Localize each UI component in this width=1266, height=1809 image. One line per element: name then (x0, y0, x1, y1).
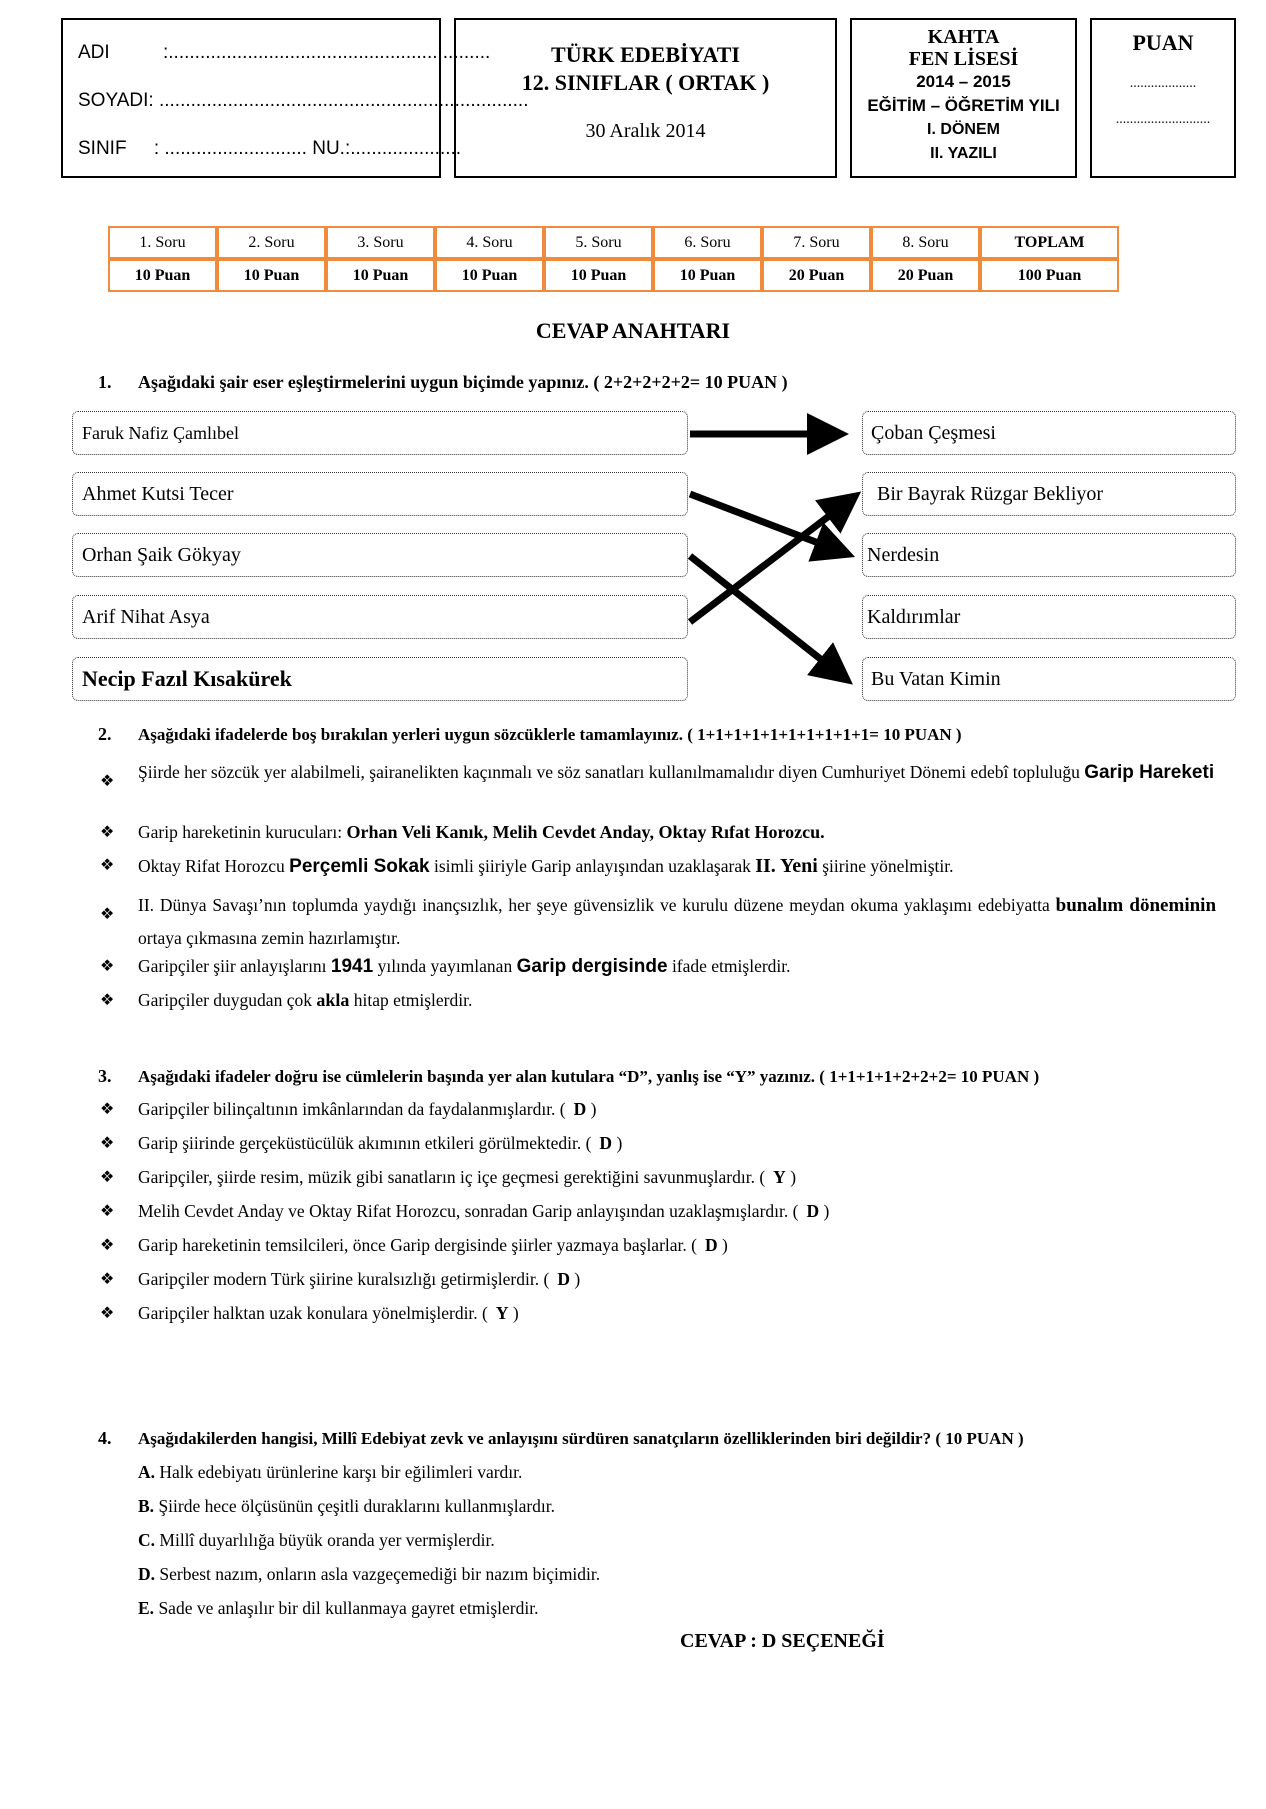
item-text: ) (612, 1133, 623, 1153)
item-text: Garipçiler modern Türk şiirine kuralsızlığı getirmişlerdir. ( (138, 1269, 550, 1289)
true-false-item (100, 1303, 1216, 1324)
true-false-item (100, 1201, 1216, 1222)
exam-date: 30 Aralık 2014 (585, 120, 706, 142)
fill-blank-item (100, 889, 1216, 955)
tf-answer: D (599, 1133, 613, 1153)
school-name-line2: FEN LİSESİ (908, 48, 1019, 70)
item-text: Garipçiler bilinçaltının imkânlarından da faydalanmışlardır. ( (138, 1099, 566, 1119)
work-box[interactable]: Bir Bayrak Rüzgar Bekliyor (862, 472, 1236, 516)
grade-title: 12. SINIFLAR ( ORTAK ) (521, 70, 770, 95)
option-b[interactable] (138, 1496, 555, 1517)
option-text: Halk edebiyatı ürünlerine karşı bir eğilimleri vardır. (155, 1462, 523, 1482)
blank-answer: Perçemli Sokak (289, 856, 430, 877)
true-false-item (100, 1269, 1216, 1290)
item-text: Garip hareketinin temsilcileri, önce Garip dergisinde şiirler yazmaya başlarlar. ( (138, 1235, 697, 1255)
bullet-icon: ❖ (100, 1133, 115, 1152)
table-cell-p6: 10 Puan (653, 259, 762, 292)
table-cell-total: TOPLAM (980, 226, 1119, 259)
true-false-item (100, 1167, 1216, 1188)
table-cell-p3: 10 Puan (326, 259, 435, 292)
bullet-icon: ❖ (100, 904, 115, 923)
question-text: Aşağıdaki ifadelerde boş bırakılan yerleri uygun sözcüklerle tamamlayınız. ( 1+1+1+1+1+1+1+1+1+1= 10 PUAN ) (138, 725, 962, 744)
question-text: Aşağıdaki şair eser eşleştirmelerini uygun biçimde yapınız. ( 2+2+2+2+2= 10 PUAN ) (138, 372, 788, 392)
poet-box[interactable]: Necip Fazıl Kısakürek (72, 657, 688, 701)
poet-box[interactable]: Arif Nihat Asya (72, 595, 688, 639)
number-label: NU.: (312, 138, 351, 159)
item-text: Şiirde her sözcük yer alabilmeli, şairanelikten kaçınmalı ve söz sanatları kullanılmamalıdır diyen Cumhuriyet Dönemi edebî topluluğu (138, 762, 1080, 782)
table-cell-p4: 10 Puan (435, 259, 544, 292)
question-number: 1. (98, 372, 112, 392)
school-years: 2014 – 2015 (916, 72, 1011, 91)
name-blank: :............................................................. (163, 42, 491, 63)
option-letter: E. (138, 1598, 155, 1618)
blank-answer: Garip Hareketi (1084, 762, 1215, 783)
option-letter: B. (138, 1496, 155, 1516)
option-text: Serbest nazım, onların asla vazgeçemediği bir nazım biçimidir. (155, 1564, 601, 1584)
tf-answer: Y (773, 1167, 786, 1187)
option-text: Şiirde hece ölçüsünün çeşitli duraklarını kullanmışlardır. (154, 1496, 556, 1516)
question-number: 4. (98, 1428, 112, 1448)
item-text: Garipçiler, şiirde resim, müzik gibi sanatların iç içe geçmesi gerektiğini savunmuşlardır. ( (138, 1167, 766, 1187)
tf-answer: D (806, 1201, 820, 1221)
item-text: Garip hareketinin kurucuları: (138, 822, 347, 842)
arrow-4 (690, 500, 850, 622)
class-blank: : ........................... (153, 138, 307, 159)
option-a[interactable] (138, 1462, 522, 1483)
item-text: şiirine yönelmiştir. (817, 856, 954, 876)
number-blank: ..................... (350, 138, 462, 159)
table-cell-p7: 20 Puan (762, 259, 871, 292)
term: I. DÖNEM (927, 121, 1000, 138)
surname-blank: ...................................................................... (158, 90, 529, 111)
class-label: SINIF (78, 138, 127, 159)
bullet-icon: ❖ (100, 1099, 115, 1118)
tf-answer: Y (495, 1303, 509, 1323)
item-text: ) (586, 1099, 597, 1119)
item-text: ortaya çıkmasına zemin hazırlamıştır. (138, 928, 401, 948)
blank-answer: Orhan Veli Kanık, Melih Cevdet Anday, Oktay Rıfat Horozcu. (346, 822, 825, 842)
work-box[interactable]: Nerdesin (862, 533, 1236, 577)
true-false-item (100, 1133, 1216, 1154)
q4-answer: CEVAP : D SEÇENEĞİ (680, 1630, 885, 1652)
option-d[interactable] (138, 1564, 600, 1585)
bullet-icon: ❖ (100, 1167, 115, 1186)
bullet-icon: ❖ (100, 1303, 115, 1322)
table-cell-q8: 8. Soru (871, 226, 980, 259)
blank-answer: Garip dergisinde (516, 956, 668, 977)
bullet-icon: ❖ (100, 956, 115, 975)
option-c[interactable] (138, 1530, 495, 1551)
table-cell-p1: 10 Puan (108, 259, 217, 292)
item-text: Garipçiler halktan uzak konulara yönelmişlerdir. ( (138, 1303, 488, 1323)
item-text: yılında yayımlanan (373, 956, 517, 976)
work-box[interactable]: Kaldırımlar (862, 595, 1236, 639)
item-text: ) (508, 1303, 519, 1323)
option-letter: A. (138, 1462, 156, 1482)
item-text: ) (785, 1167, 797, 1187)
fill-blank-item (100, 756, 1216, 789)
item-text: Oktay Rifat Horozcu (138, 856, 290, 876)
bullet-icon: ❖ (100, 1201, 115, 1220)
bullet-icon: ❖ (100, 822, 115, 841)
option-text: Sade ve anlaşılır bir dil kullanmaya gayret etmişlerdir. (154, 1598, 539, 1618)
poet-box[interactable]: Orhan Şaik Gökyay (72, 533, 688, 577)
table-cell-p8: 20 Puan (871, 259, 980, 292)
table-cell-p2: 10 Puan (217, 259, 326, 292)
tf-answer: D (573, 1099, 587, 1119)
item-text: Melih Cevdet Anday ve Oktay Rifat Horozcu, sonradan Garip anlayışından uzaklaşmışlardır. ( (138, 1201, 799, 1221)
blank-answer: 1941 (330, 956, 374, 977)
exam-number: II. YAZILI (930, 145, 997, 162)
item-text: ) (569, 1269, 581, 1289)
name-label: ADI (78, 42, 110, 63)
question-number: 2. (98, 724, 112, 744)
table-cell-q2: 2. Soru (217, 226, 326, 259)
bullet-icon: ❖ (100, 1269, 115, 1288)
item-text: Garip şiirinde gerçeküstücülük akımının etkileri görülmektedir. ( (138, 1133, 592, 1153)
fill-blank-item (100, 956, 1216, 978)
arrow-3 (690, 556, 842, 676)
question-4 (98, 1428, 1024, 1449)
work-box[interactable]: Çoban Çeşmesi (862, 411, 1236, 455)
bullet-icon: ❖ (100, 1235, 115, 1254)
item-text: II. Dünya Savaşı’nın toplumda yaydığı inançsızlık, her şeye güvensizlik ve kurulu düzene meydan okuma yaklaşımı edebiyatta (138, 895, 1050, 915)
fill-blank-item (100, 990, 1216, 1011)
item-text: ifade etmişlerdir. (667, 956, 791, 976)
school-name-line1: KAHTA (927, 26, 1000, 48)
table-cell-q1: 1. Soru (108, 226, 217, 259)
score-title: PUAN (1132, 30, 1194, 55)
work-box[interactable]: Bu Vatan Kimin (862, 657, 1236, 701)
poet-box[interactable]: Ahmet Kutsi Tecer (72, 472, 688, 516)
answer-key-title: CEVAP ANAHTARI (535, 318, 731, 343)
option-letter: D. (138, 1564, 156, 1584)
bullet-icon: ❖ (100, 771, 115, 790)
education-year: EĞİTİM – ÖĞRETİM YILI (867, 96, 1060, 115)
question-2 (98, 724, 962, 745)
score-blank-1[interactable]: ................... (1129, 76, 1197, 91)
table-cell-p5: 10 Puan (544, 259, 653, 292)
true-false-item (100, 1235, 1216, 1256)
option-text: Millî duyarlılığa büyük oranda yer vermişlerdir. (155, 1530, 495, 1550)
fill-blank-item (100, 855, 1216, 878)
question-text: Aşağıdakilerden hangisi, Millî Edebiyat zevk ve anlayışını sürdüren sanatçıların özelliklerinden biri değildir? ( 10 PUAN ) (138, 1429, 1024, 1448)
table-cell-total-points: 100 Puan (980, 259, 1119, 292)
score-blank-2[interactable]: ........................... (1115, 112, 1211, 127)
table-cell-q3: 3. Soru (326, 226, 435, 259)
course-title: TÜRK EDEBİYATI (551, 42, 740, 67)
bullet-icon: ❖ (100, 855, 115, 874)
item-text: hitap etmişlerdir. (349, 990, 473, 1010)
question-3 (98, 1066, 1039, 1087)
item-text: Garipçiler duygudan çok (138, 990, 317, 1010)
blank-answer: II. Yeni (755, 855, 818, 877)
question-number: 3. (98, 1066, 112, 1086)
poet-box[interactable]: Faruk Nafiz Çamlıbel (72, 411, 688, 455)
true-false-item (100, 1099, 1216, 1120)
surname-label: SOYADI: (78, 90, 154, 111)
bullet-icon: ❖ (100, 990, 115, 1009)
option-e[interactable] (138, 1598, 538, 1619)
blank-answer: akla (316, 990, 350, 1010)
question-text: Aşağıdaki ifadeler doğru ise cümlelerin başında yer alan kutulara “D”, yanlış ise “Y” yazınız. ( 1+1+1+1+2+2+2= 10 PUAN ) (138, 1067, 1040, 1086)
matching-arrows (0, 0, 1266, 760)
item-text: ) (717, 1235, 728, 1255)
table-cell-q4: 4. Soru (435, 226, 544, 259)
item-text: Garipçiler şiir anlayışlarını (138, 956, 331, 976)
item-text: isimli şiiriyle Garip anlayışından uzaklaşarak (429, 856, 756, 876)
item-text: ) (819, 1201, 830, 1221)
table-cell-q6: 6. Soru (653, 226, 762, 259)
blank-answer: bunalım döneminin (1055, 895, 1217, 916)
fill-blank-item (100, 822, 1216, 843)
tf-answer: D (557, 1269, 570, 1289)
table-cell-q5: 5. Soru (544, 226, 653, 259)
table-cell-q7: 7. Soru (762, 226, 871, 259)
option-letter: C. (138, 1530, 156, 1550)
tf-answer: D (704, 1235, 718, 1255)
